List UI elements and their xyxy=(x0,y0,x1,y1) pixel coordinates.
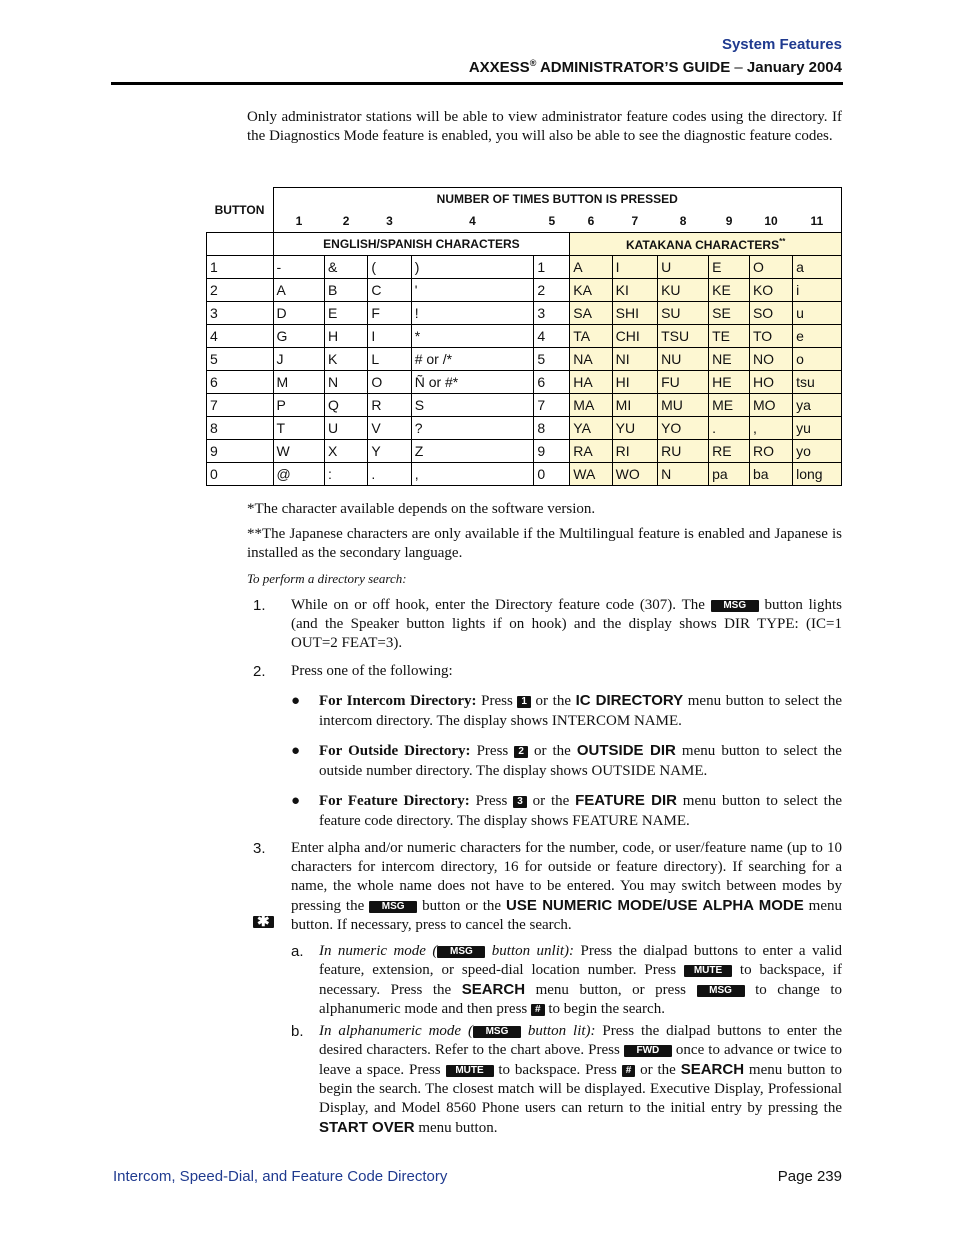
table-cell: MA xyxy=(570,394,612,417)
step-1: 1. While on or off hook, enter the Directory feature code (307). The MSG button lights (and the Speaker button lights if on hook) and the display shows DIR TYPE: (IC=1 OUT=2 FEAT=3). xyxy=(253,597,842,651)
table-cell: 2 xyxy=(534,279,570,302)
button-cell: 5 xyxy=(207,348,274,371)
table-cell: . xyxy=(709,417,750,440)
procedure-title: To perform a directory search: xyxy=(247,571,407,586)
column-number: 6 xyxy=(570,210,612,233)
table-cell: e xyxy=(793,325,842,348)
bullet-intercom: ● For Intercom Directory: Press 1 or the IC DIRECTORY menu button to select the intercom directory. The display shows INTERCOM NAME. xyxy=(291,692,842,729)
button-cell: 7 xyxy=(207,394,274,417)
table-cell: YO xyxy=(658,417,709,440)
table-cell: a xyxy=(793,256,842,279)
character-table xyxy=(206,187,842,486)
table-cell: KO xyxy=(749,279,792,302)
page-number: Page 239 xyxy=(777,1168,842,1185)
table-body xyxy=(207,256,842,486)
table-cell: pa xyxy=(709,463,750,486)
table-row xyxy=(207,394,842,417)
button-cell: 3 xyxy=(207,302,274,325)
note-japanese: **The Japanese characters are only available if the Multilingual feature is enabled and Japanese is installed as the secondary language. xyxy=(247,526,842,561)
table-cell: K xyxy=(324,348,367,371)
button-cell: 2 xyxy=(207,279,274,302)
table-cell: @ xyxy=(273,463,324,486)
table-cell: R xyxy=(368,394,411,417)
column-numbers-row xyxy=(207,210,842,233)
button-cell: 0 xyxy=(207,463,274,486)
table-cell: NA xyxy=(570,348,612,371)
table-cell: V xyxy=(368,417,411,440)
table-cell: TA xyxy=(570,325,612,348)
table-cell: 8 xyxy=(534,417,570,440)
intro-paragraph: Only administrator stations will be able to view administrator feature codes using the directory. If the Diagnostics Mode feature is enabled, you will also be able to see the diagnostic feature codes. xyxy=(247,109,842,144)
table-cell: T xyxy=(273,417,324,440)
key-2-icon: 2 xyxy=(514,746,528,758)
table-cell: Y xyxy=(368,440,411,463)
table-cell: 7 xyxy=(534,394,570,417)
table-cell: o xyxy=(793,348,842,371)
column-number: 8 xyxy=(658,210,709,233)
pound-key-icon: # xyxy=(531,1004,545,1016)
table-cell: HA xyxy=(570,371,612,394)
table-cell: TO xyxy=(749,325,792,348)
running-header xyxy=(469,36,842,76)
column-number: 11 xyxy=(793,210,842,233)
bullet-icon: ● xyxy=(291,793,301,809)
table-cell: CHI xyxy=(612,325,657,348)
table-cell: 4 xyxy=(534,325,570,348)
table-cell: YU xyxy=(612,417,657,440)
substep-a: a. In numeric mode ( MSG button unlit): Press the dialpad buttons to enter a valid feature, extension, or speed-dial location number. Press MUTE to backspace, if necessary. Press the SEARCH menu button, or press MSG to change to alphanumeric mode and then press # to begin the search. xyxy=(291,943,843,1017)
table-cell: O xyxy=(749,256,792,279)
table-cell: yu xyxy=(793,417,842,440)
notes xyxy=(247,500,842,588)
table-cell: , xyxy=(411,463,534,486)
blank-cell xyxy=(207,233,274,256)
english-header: ENGLISH/SPANISH CHARACTERS xyxy=(273,233,570,256)
table-cell: ' xyxy=(411,279,534,302)
column-number: 5 xyxy=(534,210,570,233)
column-number: 1 xyxy=(273,210,324,233)
bullet-icon: ● xyxy=(291,743,301,759)
table-cell: KI xyxy=(612,279,657,302)
table-cell: P xyxy=(273,394,324,417)
step-3: 3. Enter alpha and/or numeric characters for the number, code, or user/feature name (up to 10 characters for intercom directory, 16 for outside or feature directory). If searching for a name, the whole name does not have to be entered. You may switch between modes by pressing the MSG button or the USE NUMERIC MODE/USE ALPHA MODE menu button. If necessary, press ✱ to cancel the search. xyxy=(253,840,843,933)
table-cell: i xyxy=(793,279,842,302)
table-row xyxy=(207,348,842,371)
table-cell: ) xyxy=(411,256,534,279)
katakana-header: KATAKANA CHARACTERS** xyxy=(570,233,842,256)
bullet-feature: ● For Feature Directory: Press 3 or the FEATURE DIR menu button to select the feature code directory. The display shows FEATURE NAME. xyxy=(291,792,842,829)
substep-b: b. In alphanumeric mode ( MSG button lit): Press the dialpad buttons to enter the desired characters. Refer to the chart above. Press FWD once to advance or twice to leave a space. Press MUTE to backspace. Press # or the SEARCH menu button to begin the search. The closest match will be displayed. Executive Display, Professional Display, and Model 8560 Phone users can return to the initial entry by pressing the START OVER menu button. xyxy=(291,1023,843,1136)
table-cell: ba xyxy=(749,463,792,486)
table-cell: E xyxy=(709,256,750,279)
table-cell: YA xyxy=(570,417,612,440)
table-cell: A xyxy=(570,256,612,279)
table-cell: F xyxy=(368,302,411,325)
bullet-icon: ● xyxy=(291,693,301,709)
table-cell: 6 xyxy=(534,371,570,394)
times-header: NUMBER OF TIMES BUTTON IS PRESSED xyxy=(273,188,842,211)
table-row xyxy=(207,325,842,348)
table-cell: NE xyxy=(709,348,750,371)
table-cell: U xyxy=(324,417,367,440)
table-cell: Q xyxy=(324,394,367,417)
table-cell: W xyxy=(273,440,324,463)
table-cell: 5 xyxy=(534,348,570,371)
table-cell: HO xyxy=(749,371,792,394)
table-cell: MO xyxy=(749,394,792,417)
section-title: System Features xyxy=(721,36,842,53)
table-cell: SHI xyxy=(612,302,657,325)
table-cell: MU xyxy=(658,394,709,417)
table-cell: TE xyxy=(709,325,750,348)
table-cell: & xyxy=(324,256,367,279)
table-cell: 0 xyxy=(534,463,570,486)
table-cell: E xyxy=(324,302,367,325)
step-2: 2. Press one of the following: xyxy=(253,663,453,680)
column-number: 4 xyxy=(411,210,534,233)
table-cell: B xyxy=(324,279,367,302)
table-cell: NI xyxy=(612,348,657,371)
table-cell: TSU xyxy=(658,325,709,348)
msg-key-icon: MSG xyxy=(437,946,485,958)
pound-key-icon: # xyxy=(622,1065,636,1077)
fwd-key-icon: FWD xyxy=(624,1045,672,1057)
table-cell: M xyxy=(273,371,324,394)
table-cell: H xyxy=(324,325,367,348)
table-cell: N xyxy=(658,463,709,486)
table-cell: u xyxy=(793,302,842,325)
table-cell: D xyxy=(273,302,324,325)
msg-key-icon: MSG xyxy=(711,600,759,612)
table-cell: - xyxy=(273,256,324,279)
table-cell: long xyxy=(793,463,842,486)
column-number: 9 xyxy=(709,210,750,233)
table-row xyxy=(207,463,842,486)
table-cell: RA xyxy=(570,440,612,463)
footer-chapter: Intercom, Speed-Dial, and Feature Code Directory xyxy=(113,1168,448,1185)
table-cell: NU xyxy=(658,348,709,371)
key-1-icon: 1 xyxy=(517,696,531,708)
table-cell: RI xyxy=(612,440,657,463)
table-cell: J xyxy=(273,348,324,371)
table-cell: ! xyxy=(411,302,534,325)
table-cell: A xyxy=(273,279,324,302)
table-cell: WO xyxy=(612,463,657,486)
table-cell: . xyxy=(368,463,411,486)
table-cell: SO xyxy=(749,302,792,325)
table-cell: X xyxy=(324,440,367,463)
table-cell: * xyxy=(411,325,534,348)
table-cell: # or /* xyxy=(411,348,534,371)
table-cell: HI xyxy=(612,371,657,394)
table-cell: tsu xyxy=(793,371,842,394)
button-cell: 4 xyxy=(207,325,274,348)
button-cell: 6 xyxy=(207,371,274,394)
table-cell: ME xyxy=(709,394,750,417)
column-number: 10 xyxy=(749,210,792,233)
table-cell: yo xyxy=(793,440,842,463)
header-rule xyxy=(111,82,843,85)
table-cell: KA xyxy=(570,279,612,302)
table-cell: KU xyxy=(658,279,709,302)
table-cell: HE xyxy=(709,371,750,394)
table-cell: 3 xyxy=(534,302,570,325)
table-cell: ya xyxy=(793,394,842,417)
table-cell: MI xyxy=(612,394,657,417)
table-cell: N xyxy=(324,371,367,394)
table-row xyxy=(207,371,842,394)
table-cell: KE xyxy=(709,279,750,302)
mute-key-icon: MUTE xyxy=(446,1065,494,1077)
table-cell: SE xyxy=(709,302,750,325)
column-number: 7 xyxy=(612,210,657,233)
table-cell: C xyxy=(368,279,411,302)
mute-key-icon: MUTE xyxy=(684,965,732,977)
table-cell: , xyxy=(749,417,792,440)
table-cell: I xyxy=(612,256,657,279)
note-software: *The character available depends on the software version. xyxy=(247,501,596,517)
table-cell: G xyxy=(273,325,324,348)
table-cell: WA xyxy=(570,463,612,486)
table-cell: L xyxy=(368,348,411,371)
msg-key-icon: MSG xyxy=(473,1026,521,1038)
guide-title: AXXESS® ADMINISTRATOR’S GUIDE – January 2004 xyxy=(468,58,842,76)
button-cell: 9 xyxy=(207,440,274,463)
table-row xyxy=(207,256,842,279)
table-cell: NO xyxy=(749,348,792,371)
table-cell: RU xyxy=(658,440,709,463)
table-row xyxy=(207,440,842,463)
msg-key-icon: MSG xyxy=(697,985,745,997)
table-cell: SA xyxy=(570,302,612,325)
table-cell: ? xyxy=(411,417,534,440)
table-cell: 9 xyxy=(534,440,570,463)
table-cell: 1 xyxy=(534,256,570,279)
table-cell: Ñ or #* xyxy=(411,371,534,394)
msg-key-icon: MSG xyxy=(369,901,417,913)
table-cell: U xyxy=(658,256,709,279)
button-cell: 1 xyxy=(207,256,274,279)
key-3-icon: 3 xyxy=(513,796,527,808)
column-number: 2 xyxy=(324,210,367,233)
bullet-outside: ● For Outside Directory: Press 2 or the OUTSIDE DIR menu button to select the outside number directory. The display shows OUTSIDE NAME. xyxy=(291,742,842,779)
table-cell: RO xyxy=(749,440,792,463)
table-cell: S xyxy=(411,394,534,417)
button-header: BUTTON xyxy=(207,188,274,233)
table-cell: O xyxy=(368,371,411,394)
table-cell: SU xyxy=(658,302,709,325)
table-cell: I xyxy=(368,325,411,348)
table-cell: Z xyxy=(411,440,534,463)
table-cell: : xyxy=(324,463,367,486)
button-cell: 8 xyxy=(207,417,274,440)
table-cell: ( xyxy=(368,256,411,279)
table-cell: FU xyxy=(658,371,709,394)
table-cell: RE xyxy=(709,440,750,463)
star-key-icon: ✱ xyxy=(253,916,274,928)
table-row xyxy=(207,417,842,440)
table-row xyxy=(207,279,842,302)
column-number: 3 xyxy=(368,210,411,233)
table-row xyxy=(207,302,842,325)
